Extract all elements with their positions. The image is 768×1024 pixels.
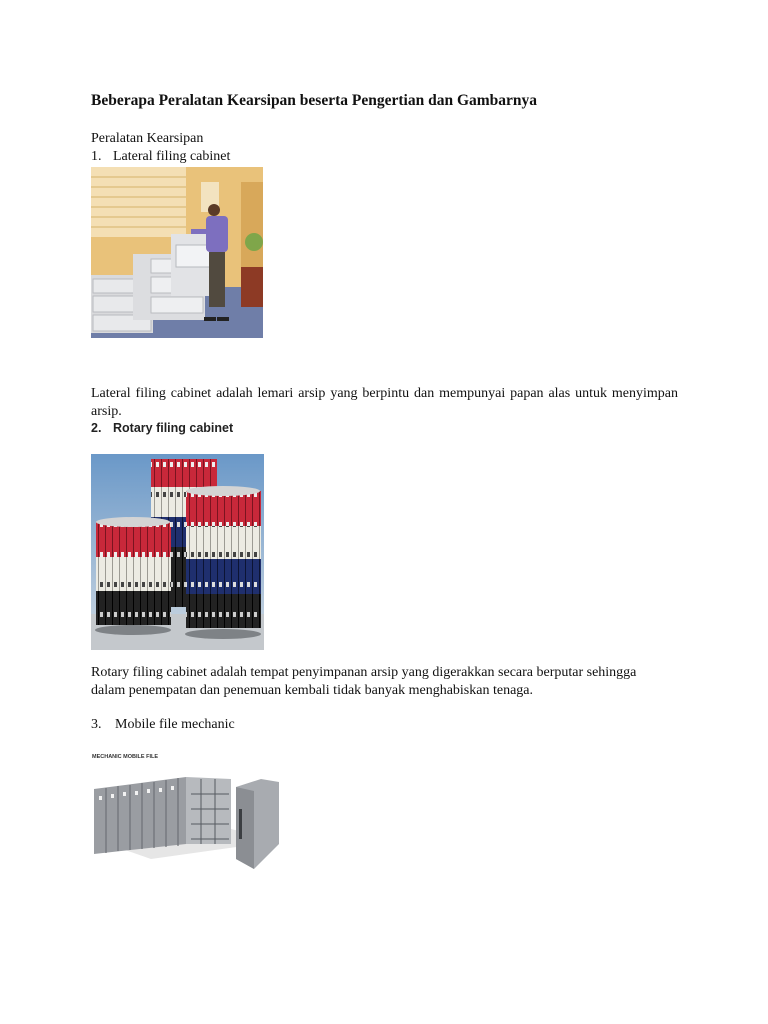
image-caption: MECHANIC MOBILE FILE <box>92 754 158 760</box>
lateral-filing-cabinet-illustration <box>91 167 263 338</box>
item-name: Lateral filing cabinet <box>113 149 231 164</box>
description-line: dalam penempatan dan penemuan kembali tidak banyak menghabiskan tenaga. <box>91 683 534 698</box>
item-name: Mobile file mechanic <box>115 717 235 732</box>
description-line: Rotary filing cabinet adalah tempat penyimpanan arsip yang digerakkan secara berputar sehingga <box>91 665 637 680</box>
item-description-2 <box>91 664 691 700</box>
item-heading-3 <box>91 717 235 733</box>
item-number: 3. <box>91 717 102 732</box>
rotary-filing-cabinet-illustration <box>91 454 264 650</box>
document-title: Beberapa Peralatan Kearsipan beserta Pengertian dan Gambarnya <box>91 92 538 109</box>
mobile-file-mechanic-image <box>91 749 281 916</box>
lateral-filing-cabinet-image <box>91 167 263 338</box>
item-number: 1. <box>91 149 102 164</box>
item-description-1: Lateral filing cabinet adalah lemari arsip yang berpintu dan mempunyai papan alas untuk menyimpan arsip. <box>91 386 678 419</box>
item-name: Rotary filing cabinet <box>113 421 234 435</box>
mobile-file-mechanic-illustration <box>91 749 281 916</box>
section-label: Peralatan Kearsipan <box>91 131 204 146</box>
item-heading-2 <box>91 421 233 435</box>
rotary-filing-cabinet-image <box>91 454 264 650</box>
item-heading-1 <box>91 149 230 165</box>
item-number: 2. <box>91 421 102 435</box>
